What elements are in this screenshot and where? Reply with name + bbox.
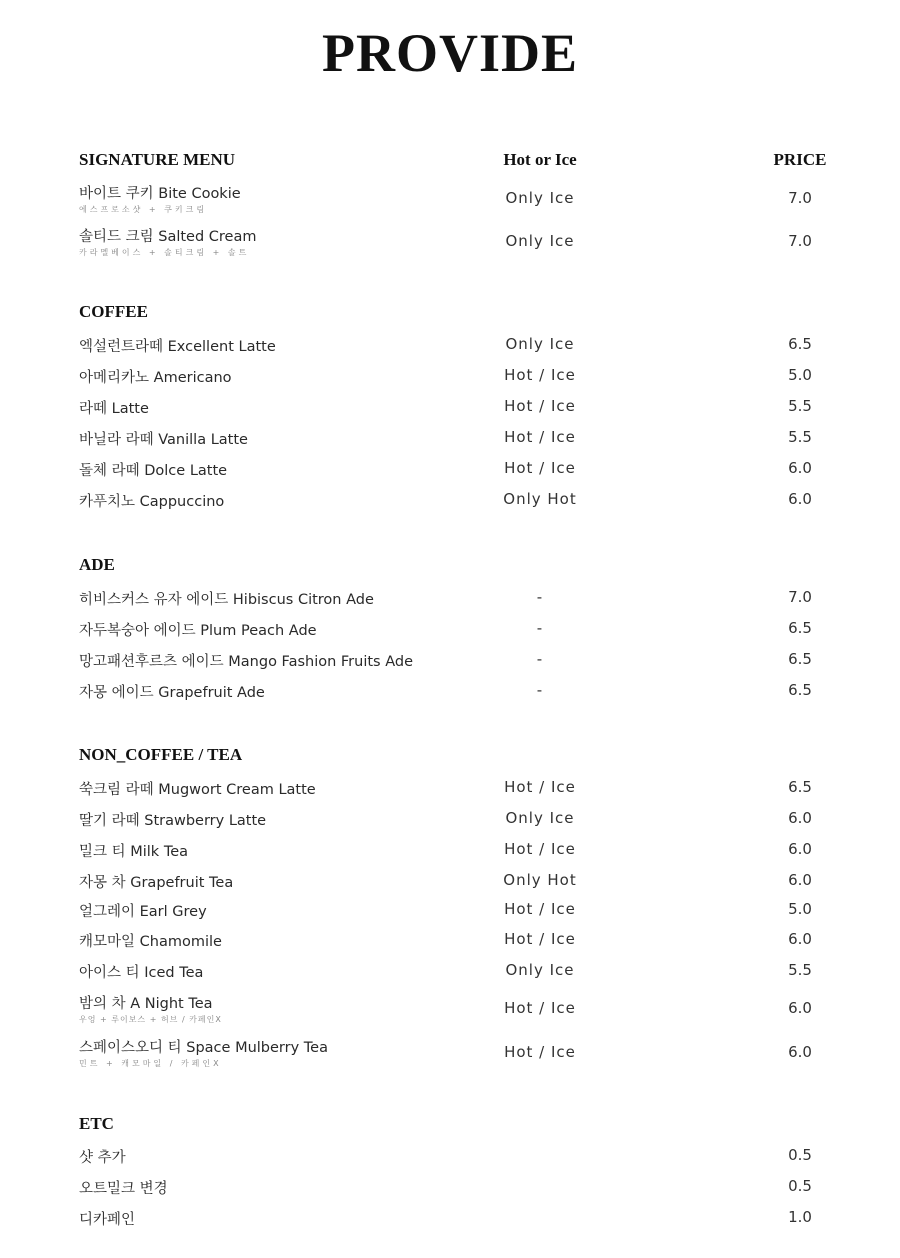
section-title-ade: ADE <box>79 555 115 574</box>
item-price: 7.0 <box>788 189 812 207</box>
menu-item <box>0 428 900 448</box>
menu-item <box>0 1146 900 1166</box>
item-name: 라떼 Latte <box>79 401 149 417</box>
item-price: 7.0 <box>788 232 812 250</box>
item-price: 6.0 <box>788 459 812 477</box>
item-name: 밀크 티 Milk Tea <box>79 844 189 860</box>
page-title: PROVIDE <box>321 23 578 83</box>
item-name: 돌체 라떼 Dolce Latte <box>79 463 228 479</box>
item-name: 자두복숭아 에이드 Plum Peach Ade <box>79 623 317 639</box>
section-title-coffee: COFFEE <box>79 302 148 321</box>
item-ingredients: 우엉 + 루이보스 + 허브 / 카페인X <box>79 1015 222 1024</box>
menu-item <box>0 1208 900 1228</box>
item-temperature: Only Ice <box>505 189 575 207</box>
item-price: 5.0 <box>788 900 812 918</box>
item-name: 캐모마일 Chamomile <box>79 934 222 950</box>
menu-item <box>0 681 900 701</box>
signature-menu-heading: SIGNATURE MENU <box>79 150 236 169</box>
item-name: 디카페인 <box>79 1212 136 1228</box>
item-temperature: Only Hot <box>503 490 577 508</box>
item-temperature: Only Ice <box>505 232 575 250</box>
item-ingredients: 민트 + 캐모마일 / 카페인X <box>79 1059 222 1068</box>
item-price: 6.0 <box>788 930 812 948</box>
menu-item <box>0 397 900 417</box>
menu-item <box>0 1177 900 1197</box>
item-price: 6.5 <box>788 681 812 699</box>
menu-item <box>0 1036 900 1072</box>
item-name: 샷 추가 <box>79 1150 126 1166</box>
menu-item <box>0 930 900 950</box>
menu-item <box>0 459 900 479</box>
item-price: 5.5 <box>788 961 812 979</box>
menu-item <box>0 225 900 261</box>
item-price: 6.0 <box>788 999 812 1017</box>
item-temperature: Hot / Ice <box>504 900 576 918</box>
item-temperature: Hot / Ice <box>504 1043 576 1061</box>
item-name: 히비스커스 유자 에이드 Hibiscus Citron Ade <box>79 592 374 608</box>
item-price: 5.5 <box>788 428 812 446</box>
item-temperature: - <box>536 681 544 699</box>
item-temperature: Hot / Ice <box>504 930 576 948</box>
item-price: 6.5 <box>788 650 812 668</box>
item-price: 5.5 <box>788 397 812 415</box>
item-temperature: Hot / Ice <box>504 428 576 446</box>
item-temperature: - <box>536 619 544 637</box>
item-name: 스페이스오디 티 Space Mulberry Tea <box>79 1040 328 1056</box>
menu-item <box>0 992 900 1028</box>
item-price: 0.5 <box>788 1146 812 1164</box>
menu-item <box>0 366 900 386</box>
item-price: 7.0 <box>788 588 812 606</box>
menu-item <box>0 619 900 639</box>
menu-item <box>0 871 900 891</box>
item-name: 바이트 쿠키 Bite Cookie <box>79 186 241 202</box>
item-temperature: Hot / Ice <box>504 366 576 384</box>
price-heading: PRICE <box>773 150 827 169</box>
item-temperature: - <box>536 650 544 668</box>
item-price: 6.5 <box>788 619 812 637</box>
item-temperature: Only Hot <box>503 871 577 889</box>
item-name: 밤의 차 A Night Tea <box>79 996 213 1012</box>
item-temperature: Hot / Ice <box>504 999 576 1017</box>
item-price: 0.5 <box>788 1177 812 1195</box>
item-name: 딸기 라떼 Strawberry Latte <box>79 813 267 829</box>
menu-item <box>0 182 900 218</box>
item-name: 바닐라 라떼 Vanilla Latte <box>79 432 248 448</box>
item-name: 엑설런트라떼 Excellent Latte <box>79 339 276 355</box>
item-name: 오트밀크 변경 <box>79 1181 168 1197</box>
menu-item <box>0 809 900 829</box>
item-name: 솔티드 크림 Salted Cream <box>79 229 257 245</box>
menu-item <box>0 900 900 920</box>
item-price: 5.0 <box>788 366 812 384</box>
item-name: 아이스 티 Iced Tea <box>79 965 204 981</box>
menu-header-row <box>0 150 900 172</box>
item-name: 얼그레이 Earl Grey <box>79 904 207 920</box>
section-title-etc: ETC <box>79 1114 114 1133</box>
item-name: 아메리카노 Americano <box>79 370 232 386</box>
item-price: 6.5 <box>788 335 812 353</box>
item-name: 쑥크림 라떼 Mugwort Cream Latte <box>79 782 316 798</box>
item-name: 자몽 차 Grapefruit Tea <box>79 875 234 891</box>
menu-item <box>0 588 900 608</box>
menu-item <box>0 961 900 981</box>
item-price: 6.0 <box>788 871 812 889</box>
menu-item <box>0 650 900 670</box>
item-temperature: Hot / Ice <box>504 459 576 477</box>
item-name: 자몽 에이드 Grapefruit Ade <box>79 685 265 701</box>
item-temperature: Hot / Ice <box>504 397 576 415</box>
section-title-non-coffee: NON_COFFEE / TEA <box>79 745 243 764</box>
item-price: 1.0 <box>788 1208 812 1226</box>
item-temperature: Hot / Ice <box>504 840 576 858</box>
item-name: 카푸치노 Cappuccino <box>79 494 225 510</box>
item-price: 6.5 <box>788 778 812 796</box>
item-temperature: Only Ice <box>505 961 575 979</box>
item-temperature: Only Ice <box>505 809 575 827</box>
item-temperature: Hot / Ice <box>504 778 576 796</box>
item-temperature: Only Ice <box>505 335 575 353</box>
item-name: 망고패션후르츠 에이드 Mango Fashion Fruits Ade <box>79 654 413 670</box>
hot-or-ice-heading: Hot or Ice <box>503 150 577 169</box>
menu-item <box>0 778 900 798</box>
item-ingredients: 카라멜베이스 + 솔티크림 + 솔트 <box>79 248 250 257</box>
item-price: 6.0 <box>788 1043 812 1061</box>
item-price: 6.0 <box>788 809 812 827</box>
item-temperature: - <box>536 588 544 606</box>
item-price: 6.0 <box>788 840 812 858</box>
menu-item <box>0 490 900 510</box>
item-ingredients: 에스프로소샷 + 쿠키크림 <box>79 205 208 214</box>
menu-item <box>0 335 900 355</box>
item-price: 6.0 <box>788 490 812 508</box>
menu-item <box>0 840 900 860</box>
